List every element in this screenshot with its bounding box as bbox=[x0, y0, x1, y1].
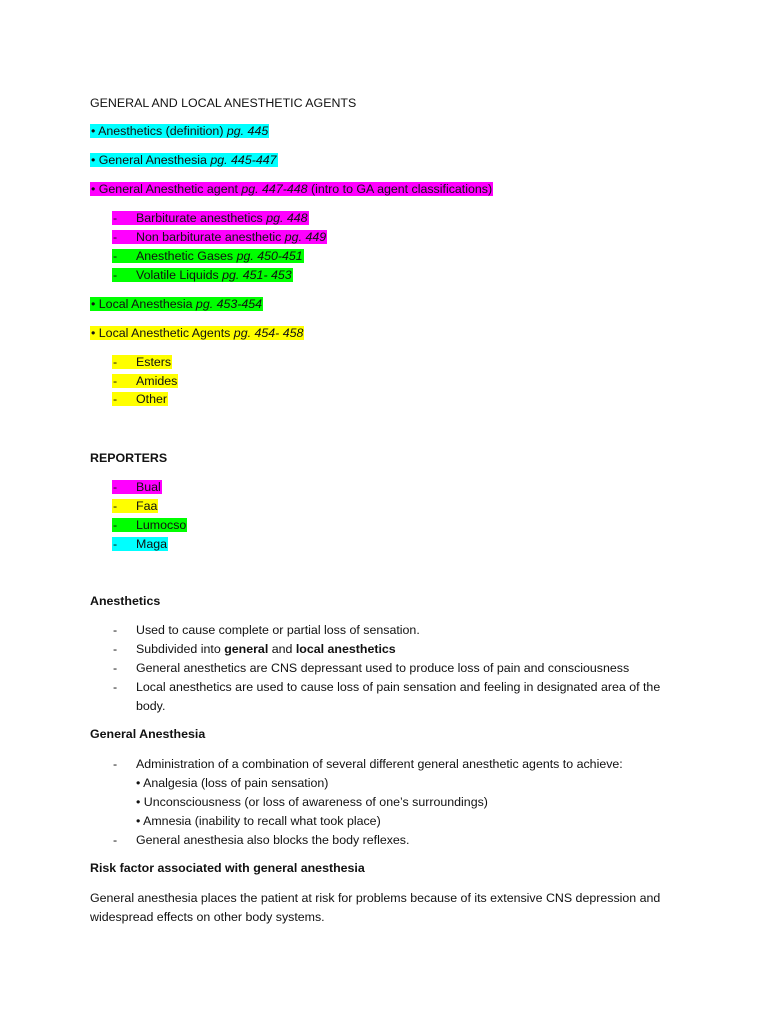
bold-term: general bbox=[224, 642, 269, 656]
highlight bbox=[90, 124, 269, 138]
page-ref: pg. 448 bbox=[266, 211, 308, 225]
highlight bbox=[112, 249, 304, 263]
highlight bbox=[112, 211, 309, 225]
dash: - bbox=[113, 518, 118, 532]
dash: - bbox=[113, 661, 118, 675]
text: and bbox=[268, 642, 296, 656]
dash: - bbox=[113, 230, 118, 244]
reporter-name: Lumocso bbox=[136, 518, 187, 532]
dash: - bbox=[113, 211, 118, 225]
outline-text: • Local Anesthesia bbox=[91, 297, 196, 311]
reporter-name: Maga bbox=[136, 537, 167, 551]
risk-heading: Risk factor associated with general anesthesia bbox=[90, 861, 365, 875]
ga-effect-item: • Unconsciousness (or loss of awareness of one’s surroundings) bbox=[136, 795, 488, 809]
highlight bbox=[90, 182, 493, 196]
ga-sub-item bbox=[112, 248, 304, 264]
anesthetics-bullet: Used to cause complete or partial loss of sensation. bbox=[136, 623, 420, 637]
anesthetics-bullet: General anesthetics are CNS depressant used to produce loss of pain and consciousness bbox=[136, 661, 630, 675]
highlight bbox=[112, 392, 168, 406]
page-ref: pg. 447-448 bbox=[241, 182, 308, 196]
outline-item-local-anesthetic-agents bbox=[90, 325, 304, 341]
outline-text: • Local Anesthetic Agents bbox=[91, 326, 234, 340]
dash: - bbox=[113, 374, 118, 388]
outline-text: • General Anesthesia bbox=[91, 153, 211, 167]
sub-text: Esters bbox=[136, 355, 172, 369]
dash: - bbox=[113, 392, 118, 406]
sub-text: Amides bbox=[136, 374, 178, 388]
general-anesthesia-bullet: Administration of a combination of several different general anesthetic agents to achieve: bbox=[136, 757, 623, 771]
dash: - bbox=[113, 757, 118, 771]
reporter-item bbox=[112, 517, 187, 533]
reporter-item bbox=[112, 536, 168, 552]
outline-note: (intro to GA agent classifications) bbox=[307, 182, 493, 196]
highlight bbox=[90, 153, 278, 167]
sub-text: Other bbox=[136, 392, 167, 406]
reporter-name: Faa bbox=[136, 499, 158, 513]
page-ref: pg. 445-447 bbox=[210, 153, 277, 167]
dash: - bbox=[113, 355, 118, 369]
general-anesthesia-heading: General Anesthesia bbox=[90, 727, 206, 741]
sub-text: Anesthetic Gases bbox=[136, 249, 237, 263]
ga-effect-item: • Analgesia (loss of pain sensation) bbox=[136, 776, 329, 790]
ga-sub-item bbox=[112, 229, 327, 245]
highlight bbox=[112, 268, 293, 282]
dash: - bbox=[113, 268, 118, 282]
sub-text: Barbiturate anesthetics bbox=[136, 211, 267, 225]
dash: - bbox=[113, 249, 118, 263]
la-sub-item bbox=[112, 373, 178, 389]
dash: - bbox=[113, 680, 118, 694]
dash: - bbox=[113, 480, 118, 494]
bold-term: local anesthetics bbox=[295, 642, 396, 656]
dash: - bbox=[113, 499, 118, 513]
text: Subdivided into bbox=[136, 642, 225, 656]
highlight bbox=[112, 499, 158, 513]
highlight bbox=[112, 480, 162, 494]
la-sub-item bbox=[112, 354, 172, 370]
dash: - bbox=[113, 642, 118, 656]
outline-text: • General Anesthetic agent bbox=[91, 182, 242, 196]
page-ref: pg. 451- 453 bbox=[222, 268, 292, 282]
dash: - bbox=[113, 537, 118, 551]
ga-sub-item bbox=[112, 210, 309, 226]
page-ref: pg. 453-454 bbox=[195, 297, 263, 311]
page-ref: pg. 445 bbox=[226, 124, 269, 138]
document-title: GENERAL AND LOCAL ANESTHETIC AGENTS bbox=[90, 96, 357, 110]
reporters-heading: REPORTERS bbox=[90, 451, 168, 465]
dash: - bbox=[113, 833, 118, 847]
page-ref: pg. 454- 458 bbox=[233, 326, 304, 340]
ga-effect-item: • Amnesia (inability to recall what took place) bbox=[136, 814, 381, 828]
risk-paragraph: General anesthesia places the patient at risk for problems because of its extensive CNS depression and widespread effects on other body systems. bbox=[90, 891, 661, 924]
highlight bbox=[112, 355, 172, 369]
highlight bbox=[112, 230, 327, 244]
sub-text: Volatile Liquids bbox=[136, 268, 223, 282]
dash: - bbox=[113, 623, 118, 637]
anesthetics-bullet bbox=[136, 640, 681, 659]
highlight bbox=[112, 374, 178, 388]
ga-sub-item bbox=[112, 267, 293, 283]
highlight bbox=[90, 326, 304, 340]
outline-text: • Anesthetics (definition) bbox=[91, 124, 227, 138]
anesthetics-heading: Anesthetics bbox=[90, 594, 161, 608]
anesthetics-bullet: Local anesthetics are used to cause loss of pain sensation and feeling in designated area of the body. bbox=[136, 680, 661, 713]
la-sub-item bbox=[112, 391, 168, 407]
general-anesthesia-bullet: General anesthesia also blocks the body reflexes. bbox=[136, 833, 410, 847]
sub-text: Non barbiturate anesthetic bbox=[136, 230, 285, 244]
reporter-item bbox=[112, 479, 162, 495]
highlight bbox=[112, 537, 168, 551]
outline-item-general-anesthetic-agent bbox=[90, 181, 493, 197]
highlight bbox=[90, 297, 263, 311]
reporter-name: Bual bbox=[136, 480, 161, 494]
outline-item-anesthetics bbox=[90, 123, 269, 139]
highlight bbox=[112, 518, 187, 532]
reporter-item bbox=[112, 498, 158, 514]
page-ref: pg. 450-451 bbox=[236, 249, 303, 263]
outline-item-local-anesthesia bbox=[90, 296, 263, 312]
outline-item-general-anesthesia bbox=[90, 152, 278, 168]
page-ref: pg. 449 bbox=[284, 230, 327, 244]
